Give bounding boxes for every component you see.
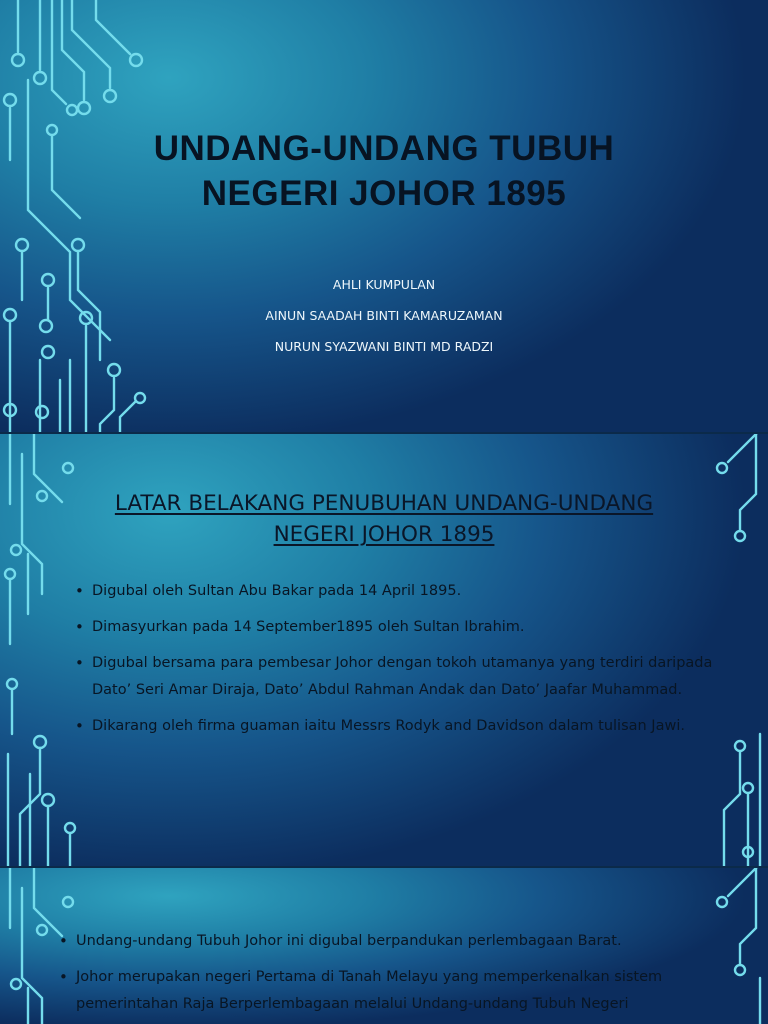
bullet-text: Digubal bersama para pembesar Johor dengan tokoh utamanya yang terdiri daripada Dato’ Seri Amar Diraja, Dato’ Abdul Rahman Andak dan Dato’ Jaafar Muhammad. [92, 655, 713, 698]
bullet-text: Digubal oleh Sultan Abu Bakar pada 14 April 1895. [92, 583, 462, 599]
list-item [72, 578, 722, 605]
member-name: AINUN SAADAH BINTI KAMARUZAMAN [265, 308, 503, 323]
bullet-icon: • [75, 618, 84, 636]
slide-heading [0, 488, 768, 550]
bullet-text: Dimasyurkan pada 14 September1895 oleh Sultan Ibrahim. [92, 619, 525, 635]
slide-title-line1: UNDANG-UNDANG TUBUH [153, 129, 615, 168]
member-name: NURUN SYAZWANI BINTI MD RADZI [274, 339, 494, 354]
slide-heading-line2: NEGERI JOHOR 1895 [273, 522, 495, 547]
list-item [72, 650, 722, 704]
members-label: AHLI KUMPULAN [332, 277, 436, 292]
bullet-list [56, 928, 736, 1024]
slide-title-line2: NEGERI JOHOR 1895 [201, 174, 567, 213]
list-item [56, 928, 736, 955]
title-slide [0, 0, 768, 432]
bullet-icon: • [75, 717, 84, 735]
bullet-icon: • [75, 654, 84, 672]
bullet-icon: • [75, 582, 84, 600]
list-item [72, 614, 722, 641]
slide-heading-line1: LATAR BELAKANG PENUBUHAN UNDANG-UNDANG [114, 491, 654, 516]
bullet-text: Dikarang oleh firma guaman iaitu Messrs Rodyk and Davidson dalam tulisan Jawi. [92, 718, 685, 734]
slide-title [0, 126, 768, 216]
bullet-icon: • [59, 932, 68, 950]
member-list [0, 275, 768, 368]
bullet-icon: • [59, 968, 68, 986]
bullet-text: Undang-undang Tubuh Johor ini digubal berpandukan perlembagaan Barat. [76, 933, 622, 949]
bullet-text: Johor merupakan negeri Pertama di Tanah Melayu yang memperkenalkan sistem pemerintahan Raja Berperlembagaan melalui Undang-undang Tubuh Negeri [76, 969, 663, 1012]
content-slide [0, 868, 768, 1024]
list-item [56, 964, 736, 1018]
bullet-list [72, 578, 722, 749]
list-item [72, 713, 722, 740]
background-slide [0, 434, 768, 866]
